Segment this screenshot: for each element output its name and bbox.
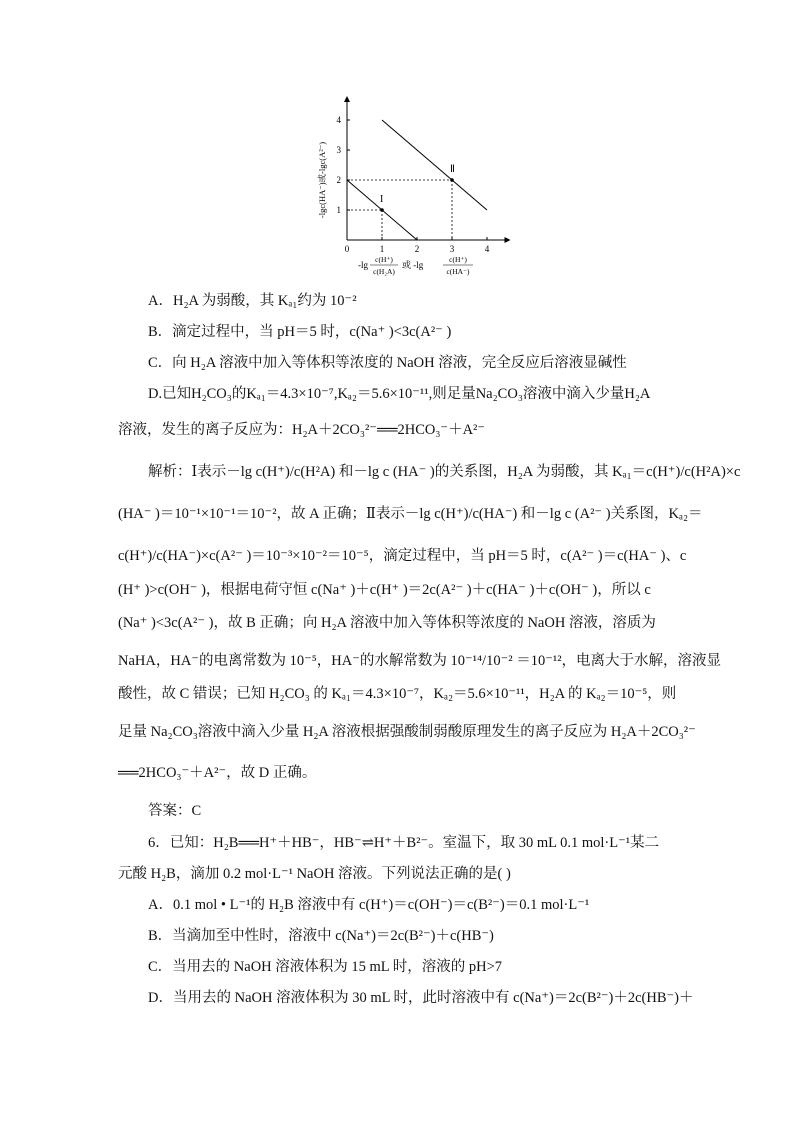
analysis-line: (HA⁻ )＝10⁻¹×10⁻¹＝10⁻²，故 A 正确；Ⅱ表示－lg c(H⁺)/c(HA⁻) 和－lg c (A²⁻ )关系图，Kₐ₂＝	[118, 506, 703, 522]
q6-option-d: D．当用去的 NaOH 溶液体积为 30 mL 时，此时溶液中有 c(Na⁺)＝2c(B²⁻)＋2c(HB⁻)＋	[148, 990, 694, 1006]
option-a: A．H₂A 为弱酸，其 Kₐ₁约为 10⁻²	[148, 293, 357, 309]
y-tick-label: 4	[336, 115, 341, 125]
x-tick-label: 4	[484, 244, 490, 254]
q6-option-c: C．当用去的 NaOH 溶液体积为 15 mL 时，溶液的 pH>7	[148, 959, 503, 975]
analysis-line: (Na⁺ )<3c(A²⁻ )，故 B 正确；向 H₂A 溶液中加入等体积等浓度的 NaOH 溶液，溶质为	[118, 615, 656, 631]
data-point	[450, 178, 454, 182]
y-tick-label: 2	[336, 175, 341, 185]
y-tick-label: 1	[336, 205, 341, 215]
series-line	[382, 120, 487, 210]
x-frac-den: c(HA⁻)	[446, 267, 470, 276]
x-tick-label: 3	[449, 244, 455, 254]
option-d-cont: 溶液，发生的离子反应为：H₂A＋2CO₃²⁻══2HCO₃⁻＋A²⁻	[118, 422, 486, 438]
analysis-line: 解析：Ⅰ表示－lg c(H⁺)/c(H²A) 和－lg c (HA⁻ )的关系图，H₂A 为弱酸，其 Kₐ₁＝c(H⁺)/c(H²A)×c	[148, 464, 741, 480]
chart	[300, 92, 520, 288]
x-frac-num: c(H⁺)	[375, 255, 393, 264]
x-axis-arrow	[505, 237, 511, 243]
y-axis-label: -lgc(HA⁻)或-lgc(A²⁻)	[317, 141, 327, 219]
analysis-line: c(H⁺)/c(HA⁻)×c(A²⁻ )＝10⁻³×10⁻²＝10⁻⁵，滴定过程中，当 pH＝5 时，c(A²⁻ )＝c(HA⁻ )、c	[118, 548, 687, 564]
series-label: Ⅱ	[450, 164, 455, 175]
question-6: 6．已知：H₂B══H⁺＋HB⁻，HB⁻⇌H⁺＋B²⁻。室温下，取 30 mL 0.1 mol·L⁻¹某二	[148, 835, 660, 851]
question-6-cont: 元酸 H₂B，滴加 0.2 mol·L⁻¹ NaOH 溶液。下列说法正确的是( )	[118, 866, 511, 882]
option-b: B．滴定过程中，当 pH＝5 时，c(Na⁺ )<3c(A²⁻ )	[148, 324, 452, 340]
analysis-line: NaHA，HA⁻的电离常数为 10⁻⁵，HA⁻的水解常数为 10⁻¹⁴/10⁻² ＝10⁻¹²，电离大于水解，溶液显	[118, 653, 722, 669]
option-c: C．向 H₂A 溶液中加入等体积等浓度的 NaOH 溶液，完全反应后溶液显碱性	[148, 355, 627, 371]
analysis-line: 足量 Na₂CO₃溶液中滴入少量 H₂A 溶液根据强酸制弱酸原理发生的离子反应为 H₂A＋2CO₃²⁻	[118, 724, 696, 740]
x-axis-label: 或 -lg	[402, 260, 424, 270]
y-tick-label: 3	[336, 145, 341, 155]
x-tick-label: 2	[414, 244, 420, 254]
q6-option-a: A．0.1 mol • L⁻¹的 H₂B 溶液中有 c(H⁺)＝c(OH⁻)＝c(B²⁻)＝0.1 mol·L⁻¹	[148, 897, 590, 913]
series-label: I	[380, 194, 384, 205]
x-frac-den: c(H₂A)	[373, 267, 395, 276]
x-axis-label: -lg	[358, 260, 368, 270]
y-axis-arrow	[344, 96, 350, 102]
answer: 答案：C	[148, 803, 202, 819]
q6-option-b: B．当滴加至中性时，溶液中 c(Na⁺)＝2c(B²⁻)＋c(HB⁻)	[148, 928, 494, 944]
analysis-line: ══2HCO₃⁻＋A²⁻，故 D 正确。	[118, 765, 317, 781]
x-tick-label: 1	[379, 244, 385, 254]
analysis-line: 酸性，故 C 错误；已知 H₂CO₃ 的 Kₐ₁＝4.3×10⁻⁷，Kₐ₂＝5.6×10⁻¹¹，H₂A 的 Kₐ₂＝10⁻⁵，则	[118, 686, 677, 702]
x-tick-label: 0	[344, 244, 350, 254]
analysis-line: (H⁺ )>c(OH⁻ )，根据电荷守恒 c(Na⁺ )＋c(H⁺ )＝2c(A²⁻ )＋c(HA⁻ )＋c(OH⁻ )，所以 c	[118, 582, 651, 598]
option-d: D.已知H₂CO₃的Kₐ₁＝4.3×10⁻⁷,Kₐ₂＝5.6×10⁻¹¹,则足量Na₂CO₃溶液中滴入少量H₂A	[148, 386, 651, 402]
x-frac-num: c(H⁺)	[449, 255, 467, 264]
data-point	[380, 208, 384, 212]
